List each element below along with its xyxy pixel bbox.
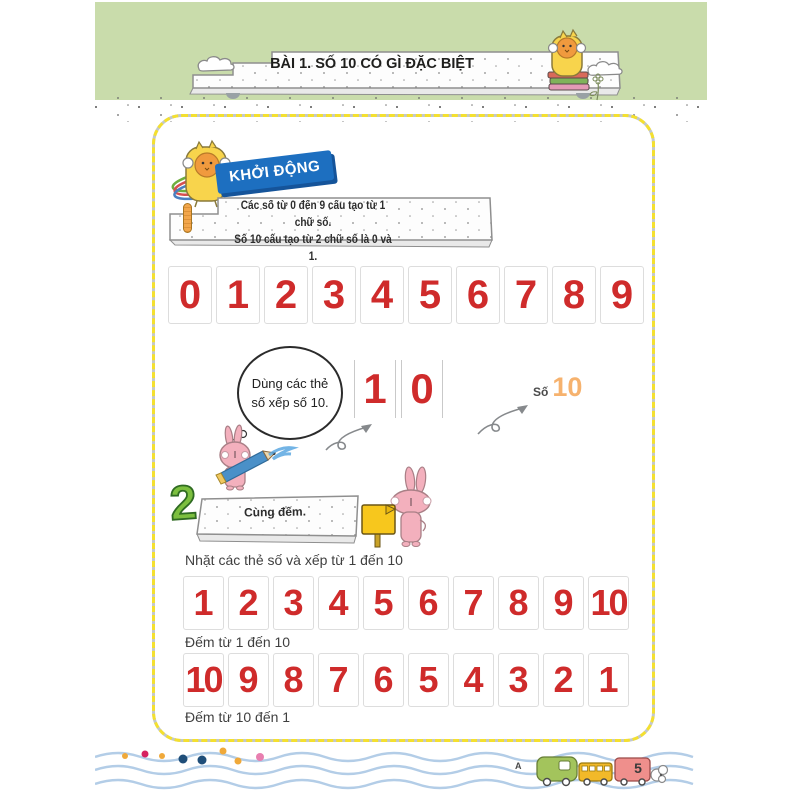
descending-cards-row <box>183 653 629 707</box>
number-card: 3 <box>498 653 539 707</box>
digit-card: 5 <box>408 266 452 324</box>
number-card: 9 <box>228 653 269 707</box>
digit-card: 0 <box>168 266 212 324</box>
digit-card: 4 <box>360 266 404 324</box>
digit-card: 2 <box>264 266 308 324</box>
squiggle-arrow-icon <box>323 418 378 454</box>
result-value: 10 <box>552 372 583 402</box>
arranged-card: 0 <box>401 360 443 418</box>
result-label: Số <box>533 385 549 399</box>
green-van-icon <box>537 757 577 786</box>
step-2-number: 2 <box>168 476 199 531</box>
number-card: 8 <box>273 653 314 707</box>
arranged-card: 1 <box>354 360 396 418</box>
pick-task-label: Nhặt các thẻ số và xếp từ 1 đến 10 <box>185 552 403 568</box>
number-card: 10 <box>588 576 629 630</box>
number-card: 2 <box>543 653 584 707</box>
bubble-line2: số xếp số 10. <box>251 395 329 410</box>
number-card: 7 <box>453 576 494 630</box>
squiggle-arrow-icon <box>475 398 533 438</box>
number-card: 5 <box>408 653 449 707</box>
digit-card: 8 <box>552 266 596 324</box>
counting-title: Cùng đếm. <box>243 504 307 520</box>
number-card: 4 <box>453 653 494 707</box>
intro-text <box>233 198 393 266</box>
digit-card: 9 <box>600 266 644 324</box>
digit-card: 3 <box>312 266 356 324</box>
arranged-cards-row <box>354 360 443 418</box>
warmup-banner: KHỞI ĐỘNG <box>215 150 335 194</box>
number-card: 2 <box>228 576 269 630</box>
digit-card: 6 <box>456 266 500 324</box>
intro-line1: Các số từ 0 đến 9 cấu tạo từ 1 chữ số. <box>240 200 386 229</box>
number-card: 6 <box>363 653 404 707</box>
number-card: 4 <box>318 576 359 630</box>
bubble-line1: Dùng các thẻ <box>251 376 329 391</box>
footer-artwork <box>95 743 710 800</box>
sign-rabbit-icon <box>353 460 463 555</box>
step-1-marker <box>183 203 192 233</box>
number-card: 6 <box>408 576 449 630</box>
count-down-label: Đếm từ 10 đến 1 <box>185 709 291 725</box>
result-caption <box>533 372 582 403</box>
number-card: 9 <box>543 576 584 630</box>
pencil-rabbit-icon <box>205 413 305 498</box>
count-up-label: Đếm từ 1 đến 10 <box>185 634 291 650</box>
number-card: 8 <box>498 576 539 630</box>
number-card: 5 <box>363 576 404 630</box>
digit-cards-row <box>168 266 644 324</box>
number-card: 7 <box>318 653 359 707</box>
lesson-title: BÀI 1. SỐ 10 CÓ GÌ ĐẶC BIỆT <box>270 56 474 72</box>
number-card: 3 <box>273 576 314 630</box>
intro-line2: Số 10 cấu tạo từ 2 chữ số là 0 và 1. <box>234 234 392 263</box>
number-card: 1 <box>588 653 629 707</box>
digit-card: 7 <box>504 266 548 324</box>
number-card: 10 <box>183 653 224 707</box>
number-card: 1 <box>183 576 224 630</box>
footer-mark: A <box>515 761 522 771</box>
digit-card: 1 <box>216 266 260 324</box>
ascending-cards-row <box>183 576 629 630</box>
page-number: 5 <box>634 760 642 776</box>
